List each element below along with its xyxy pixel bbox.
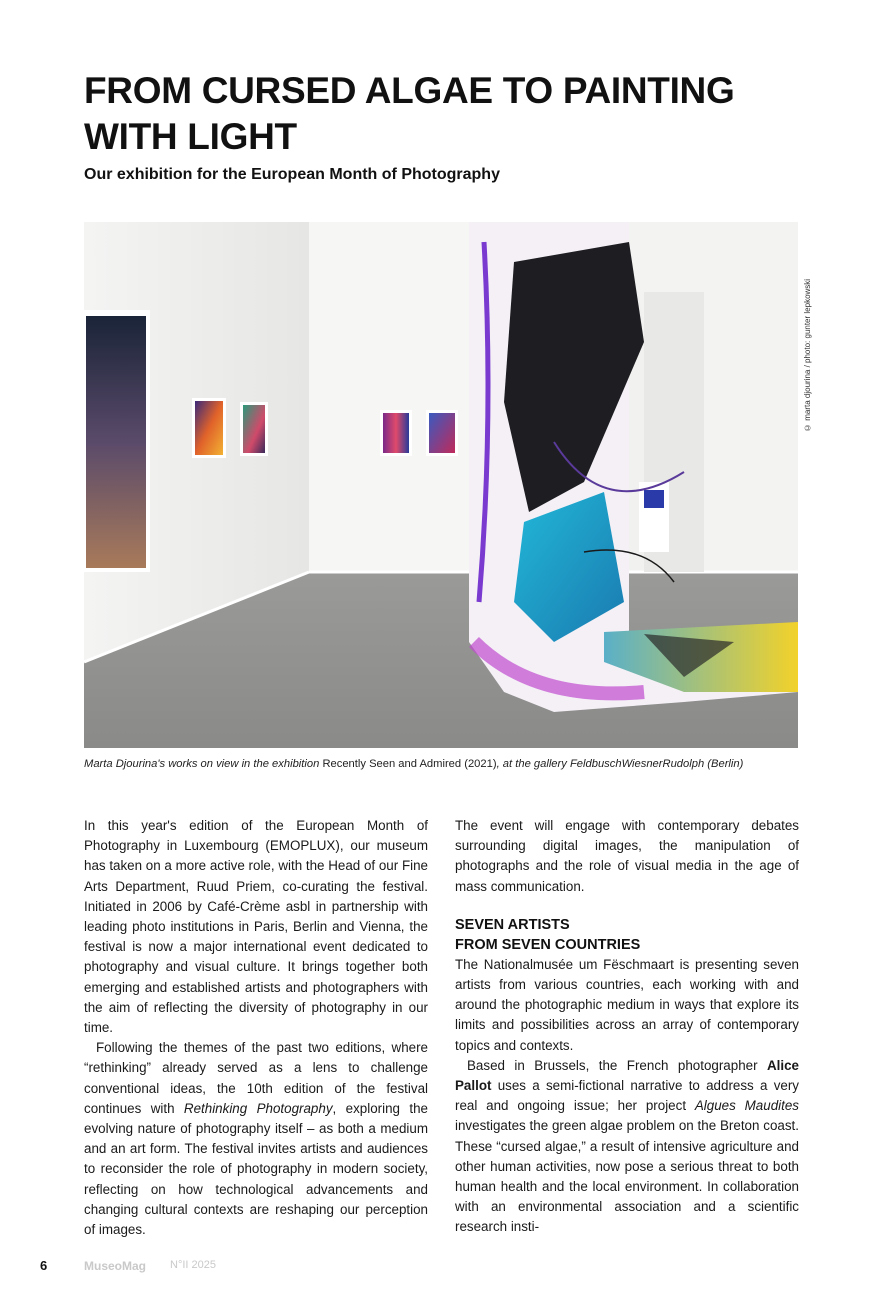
- left-p2-text-2: , exploring the evolving nature of photography itself – as both a medium and an art form. The festival invites artists and audiences to reconsider the role of photography in modern society, reflecting on how technological advancements and changing cultural contexts are reshaping our perception of images.: [84, 1100, 428, 1238]
- caption-text-2: , at the gallery FeldbuschWiesnerRudolph (Berlin): [496, 758, 744, 770]
- issue-number: N°II 2025: [170, 1259, 216, 1271]
- article-title: [84, 68, 804, 160]
- left-paragraph-2: [84, 1038, 428, 1240]
- article-subtitle: Our exhibition for the European Month of Photography: [84, 166, 500, 183]
- photo-credit: © marta djourina / photo: gunter lepkowski: [803, 278, 812, 432]
- right-column: [455, 816, 799, 1238]
- page-number: 6: [40, 1258, 48, 1273]
- project-title: Algues Maudites: [694, 1098, 799, 1114]
- caption-text-1: Marta Djourina's works on view in the exhibition: [84, 758, 323, 770]
- page-footer: [40, 1258, 340, 1278]
- section-heading-line-1: SEVEN ARTISTS: [455, 916, 570, 933]
- caption-exhibition-title: Recently Seen and Admired (2021): [322, 758, 497, 770]
- title-line-2: WITH LIGHT: [84, 116, 297, 157]
- exhibition-photo: [84, 222, 798, 748]
- magazine-name: MuseoMag: [84, 1259, 147, 1273]
- title-line-1: FROM CURSED ALGAE TO PAINTING: [84, 70, 735, 111]
- right-p3-text-1: Based in Brussels, the French photographer: [467, 1057, 767, 1073]
- section-heading-line-2: FROM SEVEN COUNTRIES: [455, 936, 641, 953]
- section-heading: [455, 915, 799, 955]
- left-column: [84, 816, 428, 1240]
- left-p2-text-1: Following the themes of the past two editions, where “rethinking” already served as a lens to challenge conventional ideas, the 10th edition of the festival continues with: [84, 1040, 428, 1116]
- right-p3-text-3: investigates the green algae problem on the Breton coast. These “cursed algae,” a result of intensive agriculture and other human activities, now pose a serious threat to both human health and the local environment. In collaboration with an environmental association and a scientific research insti-: [455, 1118, 799, 1235]
- right-paragraph-1: The event will engage with contemporary debates surrounding digital images, the manipulation of photographs and the role of visual media in the age of mass communication.: [455, 818, 799, 894]
- artist-name: Alice Pallot: [455, 1057, 799, 1094]
- photo-caption: [84, 757, 800, 771]
- left-paragraph-1: In this year's edition of the European Month of Photography in Luxembourg (EMOPLUX), our museum has taken on a more active role, with the Head of our Fine Arts Department, Ruud Priem, co-curating the festival. Initiated in 2006 by Café-Crème asbl in partnership with leading photo institutions in Paris, Berlin and Vienna, the festival is now a major international event dedicated to photography and visual culture. It brings together both emerging and established artists and photographers with the aim of reflecting the diversity of photography in our time.: [84, 818, 428, 1036]
- right-paragraph-2: The Nationalmusée um Fëschmaart is presenting seven artists from various countries, each working with and around the photographic medium in ways that explore its limits and possibilities across an array of contemporary topics and contexts.: [455, 956, 799, 1053]
- right-p3-text-2: uses a semi-fictional narrative to address a very real and ongoing issue; her project: [455, 1078, 799, 1114]
- right-paragraph-3: [455, 1056, 799, 1238]
- left-p2-italic-title: Rethinking Photography: [183, 1100, 333, 1116]
